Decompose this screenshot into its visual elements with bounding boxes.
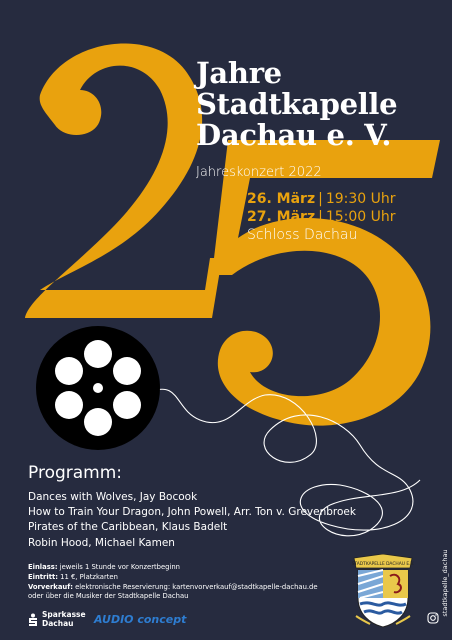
film-reel-icon	[28, 318, 168, 458]
instagram-icon[interactable]	[427, 612, 439, 624]
crest-icon	[348, 554, 418, 628]
sparkasse-line-1: Sparkasse	[42, 610, 86, 619]
program-list	[28, 490, 356, 551]
vorverkauf-label: Vorverkauf:	[28, 582, 73, 591]
info-block	[28, 563, 318, 602]
date-row: 27. März | 15:00 Uhr	[247, 209, 396, 225]
poster-title	[196, 58, 397, 151]
crest-banner: STADTKAPELLE DACHAU E.V.	[351, 562, 415, 567]
social-handle: stadtkapelle_dachau	[441, 549, 449, 617]
date-day: 26. März	[247, 191, 316, 207]
program-item: Pirates of the Caribbean, Klaus Badelt	[28, 521, 228, 534]
einlass-text: jeweils 1 Stunde vor Konzertbeginn	[59, 563, 180, 571]
date-day: 27. März	[247, 209, 316, 225]
program-item: Robin Hood, Michael Kamen	[28, 536, 175, 549]
vorverkauf-text-2: oder über die Musiker der Stadtkapelle Dachau	[28, 592, 189, 601]
eintritt-text: 11 €, Platzkarten	[60, 572, 118, 581]
subtitle: Jahreskonzert 2022	[196, 165, 322, 180]
program-heading: Programm:	[28, 463, 123, 483]
audio-concept-logo: AUDIO concept	[94, 613, 187, 626]
sparkasse-logo-icon	[28, 613, 38, 627]
eintritt-label: Eintritt:	[28, 572, 58, 581]
dates-block	[247, 190, 396, 244]
program-item: How to Train Your Dragon, John Powell, Arr. Ton v. Grevenbroek	[28, 506, 356, 519]
title-line-3: Dachau e. V.	[196, 118, 392, 152]
sparkasse-line-2: Dachau	[42, 618, 74, 628]
venue: Schloss Dachau	[247, 227, 358, 243]
einlass-label: Einlass:	[28, 563, 58, 571]
social-handle-vertical	[438, 548, 452, 618]
sparkasse-logo	[28, 611, 86, 628]
date-time: 15:00 Uhr	[325, 209, 396, 225]
title-line-1: Jahre	[196, 56, 282, 90]
program-item: Dances with Wolves, Jay Bocook	[28, 491, 198, 503]
title-line-2: Stadtkapelle	[196, 87, 398, 121]
date-time: 19:30 Uhr	[325, 191, 396, 207]
date-row: 26. März | 19:30 Uhr	[247, 191, 396, 207]
vorverkauf-text: elektronische Reservierung: kartenvorverkauf@stadtkapelle-dachau.de	[75, 582, 318, 591]
